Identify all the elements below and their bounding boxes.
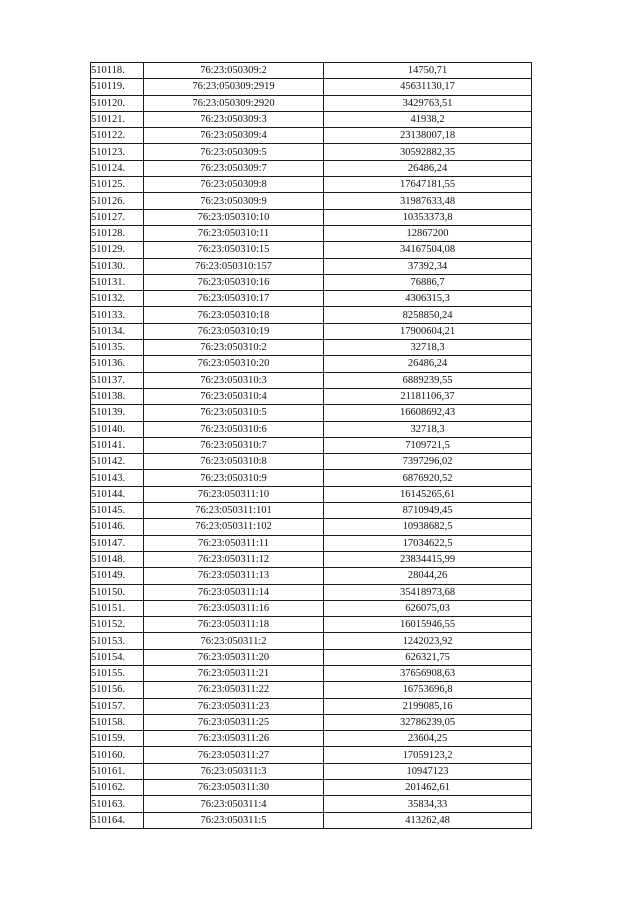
table-row [91,665,532,681]
row-number: 510133. [91,307,144,323]
cadastral-number: 76:23:050311:30 [144,780,324,796]
row-number: 510126. [91,193,144,209]
cadastral-number: 76:23:050310:7 [144,437,324,453]
table-row [91,698,532,714]
cadastral-value: 26486,24 [324,356,532,372]
cadastral-number: 76:23:050311:10 [144,486,324,502]
table-row [91,128,532,144]
row-number: 510162. [91,780,144,796]
cadastral-value: 10947123 [324,763,532,779]
row-number: 510156. [91,682,144,698]
cadastral-value: 16015946,55 [324,617,532,633]
cadastral-value: 32718,3 [324,421,532,437]
cadastral-value: 413262,48 [324,812,532,828]
cadastral-number: 76:23:050310:19 [144,323,324,339]
cadastral-value: 626321,75 [324,649,532,665]
row-number: 510150. [91,584,144,600]
cadastral-value: 17059123,2 [324,747,532,763]
row-number: 510122. [91,128,144,144]
table-row [91,617,532,633]
row-number: 510160. [91,747,144,763]
cadastral-number: 76:23:050311:11 [144,535,324,551]
cadastral-number: 76:23:050310:6 [144,421,324,437]
cadastral-value: 16145265,61 [324,486,532,502]
row-number: 510139. [91,405,144,421]
cadastral-number: 76:23:050311:25 [144,714,324,730]
table-row [91,780,532,796]
cadastral-number: 76:23:050310:16 [144,274,324,290]
cadastral-value: 76886,7 [324,274,532,290]
cadastral-value: 23138007,18 [324,128,532,144]
cadastral-number: 76:23:050311:27 [144,747,324,763]
table-row [91,209,532,225]
table-row [91,584,532,600]
cadastral-number: 76:23:050311:20 [144,649,324,665]
table-row [91,79,532,95]
table-row [91,503,532,519]
table-row [91,519,532,535]
row-number: 510164. [91,812,144,828]
row-number: 510135. [91,340,144,356]
row-number: 510130. [91,258,144,274]
row-number: 510144. [91,486,144,502]
table-row [91,649,532,665]
cadastral-value: 7397296,02 [324,454,532,470]
cadastral-number: 76:23:050310:4 [144,388,324,404]
row-number: 510142. [91,454,144,470]
row-number: 510132. [91,291,144,307]
table-row [91,323,532,339]
row-number: 510124. [91,160,144,176]
cadastral-value: 1242023,92 [324,633,532,649]
table-row [91,405,532,421]
table-row [91,796,532,812]
row-number: 510138. [91,388,144,404]
cadastral-number: 76:23:050311:21 [144,665,324,681]
cadastral-number: 76:23:050311:13 [144,568,324,584]
table-row [91,763,532,779]
table-row [91,95,532,111]
table-row [91,193,532,209]
cadastral-value: 12867200 [324,225,532,241]
cadastral-value: 45631130,17 [324,79,532,95]
cadastral-value: 32786239,05 [324,714,532,730]
cadastral-number: 76:23:050311:3 [144,763,324,779]
table-row [91,470,532,486]
cadastral-number: 76:23:050309:8 [144,177,324,193]
row-number: 510147. [91,535,144,551]
row-number: 510149. [91,568,144,584]
table-row [91,356,532,372]
cadastral-value: 8258850,24 [324,307,532,323]
row-number: 510143. [91,470,144,486]
cadastral-number: 76:23:050309:2919 [144,79,324,95]
row-number: 510119. [91,79,144,95]
row-number: 510145. [91,503,144,519]
table-row [91,111,532,127]
cadastral-number: 76:23:050310:20 [144,356,324,372]
row-number: 510140. [91,421,144,437]
table-row [91,242,532,258]
table-row [91,421,532,437]
cadastral-number: 76:23:050309:7 [144,160,324,176]
table-row [91,714,532,730]
cadastral-number: 76:23:050309:9 [144,193,324,209]
cadastral-value: 31987633,48 [324,193,532,209]
cadastral-number: 76:23:050311:12 [144,551,324,567]
cadastral-value: 17034622,5 [324,535,532,551]
table-row [91,291,532,307]
row-number: 510148. [91,551,144,567]
cadastral-number: 76:23:050311:16 [144,600,324,616]
table-row [91,340,532,356]
cadastral-number: 76:23:050309:4 [144,128,324,144]
cadastral-value: 4306315,3 [324,291,532,307]
cadastral-value: 23604,25 [324,731,532,747]
table-row [91,731,532,747]
row-number: 510131. [91,274,144,290]
cadastral-value: 35834,33 [324,796,532,812]
cadastral-value: 37392,34 [324,258,532,274]
cadastral-number: 76:23:050311:26 [144,731,324,747]
cadastral-number: 76:23:050310:2 [144,340,324,356]
cadastral-number: 76:23:050310:17 [144,291,324,307]
cadastral-value: 2199085,16 [324,698,532,714]
cadastral-number: 76:23:050309:2920 [144,95,324,111]
table-row [91,551,532,567]
cadastral-value: 37656908,63 [324,665,532,681]
table-row [91,747,532,763]
cadastral-value-table [90,62,532,829]
cadastral-number: 76:23:050311:102 [144,519,324,535]
cadastral-number: 76:23:050310:10 [144,209,324,225]
cadastral-number: 76:23:050310:11 [144,225,324,241]
cadastral-value: 8710949,45 [324,503,532,519]
table-row [91,63,532,79]
table-row [91,812,532,828]
row-number: 510155. [91,665,144,681]
table-row [91,682,532,698]
cadastral-value: 35418973,68 [324,584,532,600]
table-row [91,160,532,176]
row-number: 510127. [91,209,144,225]
cadastral-number: 76:23:050311:5 [144,812,324,828]
row-number: 510158. [91,714,144,730]
table-row [91,535,532,551]
table-row [91,258,532,274]
table-row [91,568,532,584]
row-number: 510129. [91,242,144,258]
table-row [91,307,532,323]
cadastral-value: 28044,26 [324,568,532,584]
cadastral-number: 76:23:050310:3 [144,372,324,388]
row-number: 510136. [91,356,144,372]
cadastral-value: 32718,3 [324,340,532,356]
row-number: 510128. [91,225,144,241]
row-number: 510153. [91,633,144,649]
row-number: 510154. [91,649,144,665]
row-number: 510157. [91,698,144,714]
table-body [91,63,532,829]
cadastral-value: 16753696,8 [324,682,532,698]
cadastral-number: 76:23:050311:14 [144,584,324,600]
row-number: 510151. [91,600,144,616]
cadastral-number: 76:23:050311:23 [144,698,324,714]
cadastral-value: 34167504,08 [324,242,532,258]
cadastral-value: 10938682,5 [324,519,532,535]
row-number: 510120. [91,95,144,111]
table-row [91,600,532,616]
cadastral-value: 7109721,5 [324,437,532,453]
cadastral-value: 23834415,99 [324,551,532,567]
row-number: 510146. [91,519,144,535]
row-number: 510125. [91,177,144,193]
row-number: 510152. [91,617,144,633]
cadastral-number: 76:23:050311:101 [144,503,324,519]
cadastral-number: 76:23:050311:2 [144,633,324,649]
table-row [91,177,532,193]
cadastral-value: 30592882,35 [324,144,532,160]
table-row [91,225,532,241]
row-number: 510161. [91,763,144,779]
cadastral-value: 16608692,43 [324,405,532,421]
table-row [91,454,532,470]
row-number: 510137. [91,372,144,388]
cadastral-value: 10353373,8 [324,209,532,225]
cadastral-value: 17647181,55 [324,177,532,193]
table-row [91,437,532,453]
cadastral-value: 14750,71 [324,63,532,79]
table-row [91,372,532,388]
row-number: 510118. [91,63,144,79]
cadastral-value: 26486,24 [324,160,532,176]
row-number: 510159. [91,731,144,747]
cadastral-value: 21181106,37 [324,388,532,404]
row-number: 510141. [91,437,144,453]
table-row [91,274,532,290]
cadastral-number: 76:23:050310:157 [144,258,324,274]
cadastral-value: 6889239,55 [324,372,532,388]
cadastral-value: 3429763,51 [324,95,532,111]
row-number: 510121. [91,111,144,127]
cadastral-value: 41938,2 [324,111,532,127]
cadastral-value: 17900604,21 [324,323,532,339]
cadastral-number: 76:23:050309:3 [144,111,324,127]
table-row [91,388,532,404]
cadastral-number: 76:23:050310:9 [144,470,324,486]
cadastral-number: 76:23:050310:5 [144,405,324,421]
table-row [91,633,532,649]
row-number: 510134. [91,323,144,339]
cadastral-number: 76:23:050311:4 [144,796,324,812]
cadastral-value: 201462,61 [324,780,532,796]
cadastral-value: 626075,03 [324,600,532,616]
cadastral-number: 76:23:050309:2 [144,63,324,79]
cadastral-number: 76:23:050310:8 [144,454,324,470]
row-number: 510123. [91,144,144,160]
cadastral-value: 6876920,52 [324,470,532,486]
cadastral-number: 76:23:050310:18 [144,307,324,323]
cadastral-number: 76:23:050311:18 [144,617,324,633]
table-row [91,144,532,160]
row-number: 510163. [91,796,144,812]
cadastral-number: 76:23:050310:15 [144,242,324,258]
table-row [91,486,532,502]
cadastral-number: 76:23:050311:22 [144,682,324,698]
cadastral-number: 76:23:050309:5 [144,144,324,160]
